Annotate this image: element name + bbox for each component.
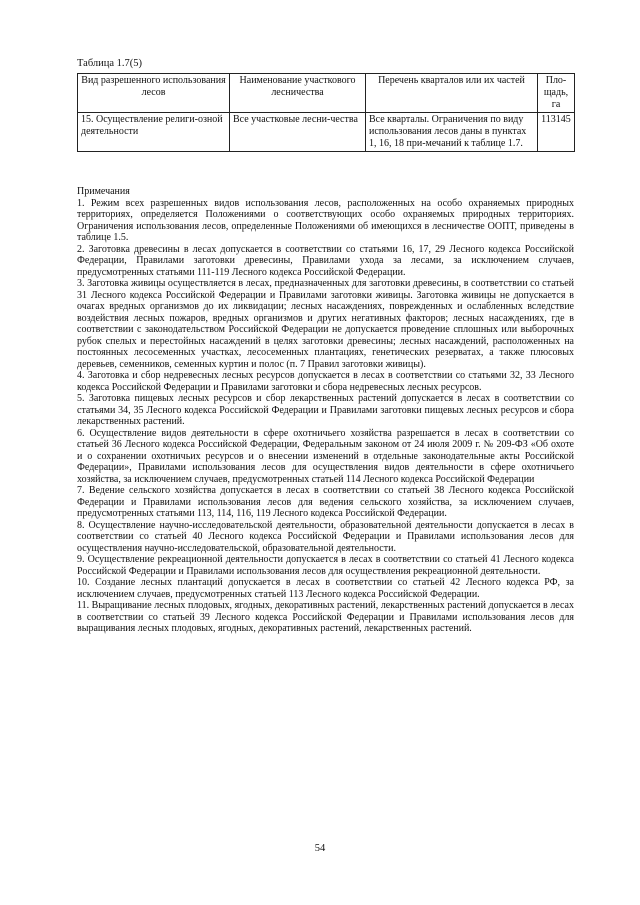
- table-row: [78, 113, 575, 152]
- note-9: 9. Осуществление рекреационной деятельности допускается в лесах в соответствии со статьей 41 Лесного кодекса Российской Федерации и Правилами использования лесов для осуществления рекреационной деятельности.: [77, 554, 574, 577]
- note-6: 6. Осуществление видов деятельности в сфере охотничьего хозяйства разрешается в лесах в соответствии со статьей 36 Лесного кодекса Российской Федерации, Федеральным законом от 24 июля 2009 г. № 209-ФЗ «Об охоте и о сохранении охотничьих ресурсов и о внесении изменений в отдельные законодательные акты Российской Федерации», Правилами использования лесов для осуществления видов деятельности в сфере охотничьего хозяйства, за исключением случаев, предусмотренных статьей 114 Лесного кодекса Российской Федерации: [77, 427, 574, 485]
- table-caption: Таблица 1.7(5): [77, 58, 143, 69]
- note-11: 11. Выращивание лесных плодовых, ягодных, декоративных растений, лекарственных растений допускается в лесах в соответствии со статьей 39 Лесного кодекса Российской Федерации и Правилами использования лесов для выращивания лесных плодовых, ягодных, декоративных растений, лекарственных растений.: [77, 600, 574, 634]
- cell-quarters-list: Все кварталы. Ограничения по виду использования лесов даны в пунктах 1, 16, 18 при-мечаний к таблице 1.7.: [366, 113, 538, 152]
- note-5: 5. Заготовка пищевых лесных ресурсов и сбор лекарственных растений допускается в лесах в соответствии со статьями 34, 35 Лесного кодекса Российской Федерации и Правилами заготовки пищевых лесных ресурсов и сбора лекарственных растений.: [77, 393, 574, 427]
- note-4: 4. Заготовка и сбор недревесных лесных ресурсов допускается в лесах в соответствии со статьями 32, 33 Лесного кодекса Российской Федерации и Правилами заготовки и сбора недревесных лесных ресурсов.: [77, 370, 574, 393]
- note-10: 10. Создание лесных плантаций допускается в лесах в соответствии со статьей 42 Лесного кодекса РФ, за исключением случаев, предусмотренных статьей 113 Лесного кодекса Российской Федерации.: [77, 577, 574, 600]
- note-3: 3. Заготовка живицы осуществляется в лесах, предназначенных для заготовки древесины, в соответствии со статьей 31 Лесного кодекса Российской Федерации и Правилами заготовки живицы. Заготовка живицы не допускается в очагах вредных организмов до их ликвидации; лесных насаждениях, поврежденных и ослабленных вследствие воздействия лесных пожаров, вредных организмов и других негативных факторов; лесных насаждениях, где в соответствии с законодательством Российской Федерации не допускается проведение сплошных или выборочных рубок спелых и перестойных насаждений в целях заготовки древесины; лесных насаждений, расположенных на постоянных лесосеменных участках, лесосеменных плантациях, генетических резерватах, а также плюсовых деревьев, семенников, семенных куртин и полос (п. 7 Правил заготовки живицы).: [77, 278, 574, 370]
- table-header-row: [78, 74, 575, 113]
- header-area: Пло-щадь, га: [538, 74, 575, 113]
- notes-section: [77, 186, 574, 635]
- header-forestry-name: Наименование участкового лесничества: [230, 74, 366, 113]
- page-number: 54: [314, 843, 326, 854]
- note-7: 7. Ведение сельского хозяйства допускается в лесах в соответствии со статьей 38 Лесного кодекса Российской Федерации и Правилами использования лесов для ведения сельского хозяйства, за исключением случаев, предусмотренных статьями 113, 114, 116, 119 Лесного кодекса Российской Федерации.: [77, 485, 574, 519]
- header-use-type: Вид разрешенного использования лесов: [78, 74, 230, 113]
- note-1: 1. Режим всех разрешенных видов использования лесов, расположенных на особо охраняемых природных территориях, определяется Положениями о соответствующих особо охраняемых природных территориях. Ограничения использования лесов, определенные Положениями об имеющихся в лесничестве ООПТ, приведены в таблице 1.5.: [77, 197, 574, 243]
- header-quarters-list: Перечень кварталов или их частей: [366, 74, 538, 113]
- note-8: 8. Осуществление научно-исследовательской деятельности, образовательной деятельности допускается в лесах в соответствии со статьей 40 Лесного кодекса Российской Федерации и Правилами использования лесов для осуществления научно-исследовательской, образовательной деятельности.: [77, 519, 574, 554]
- cell-forestry-name: Все участковые лесни-чества: [230, 113, 366, 152]
- cell-use-type: 15. Осуществление религи-озной деятельности: [78, 113, 230, 152]
- cell-area: 113145: [538, 113, 575, 152]
- notes-title: Примечания: [77, 186, 130, 197]
- permitted-use-table: [77, 73, 575, 152]
- note-2: 2. Заготовка древесины в лесах допускается в соответствии со статьями 16, 17, 29 Лесного кодекса Российской Федерации, Правилами заготовки древесины, Правилами ухода за лесами, за исключением случаев, предусмотренных статьями 111-119 Лесного кодекса Российской Федерации.: [77, 243, 574, 278]
